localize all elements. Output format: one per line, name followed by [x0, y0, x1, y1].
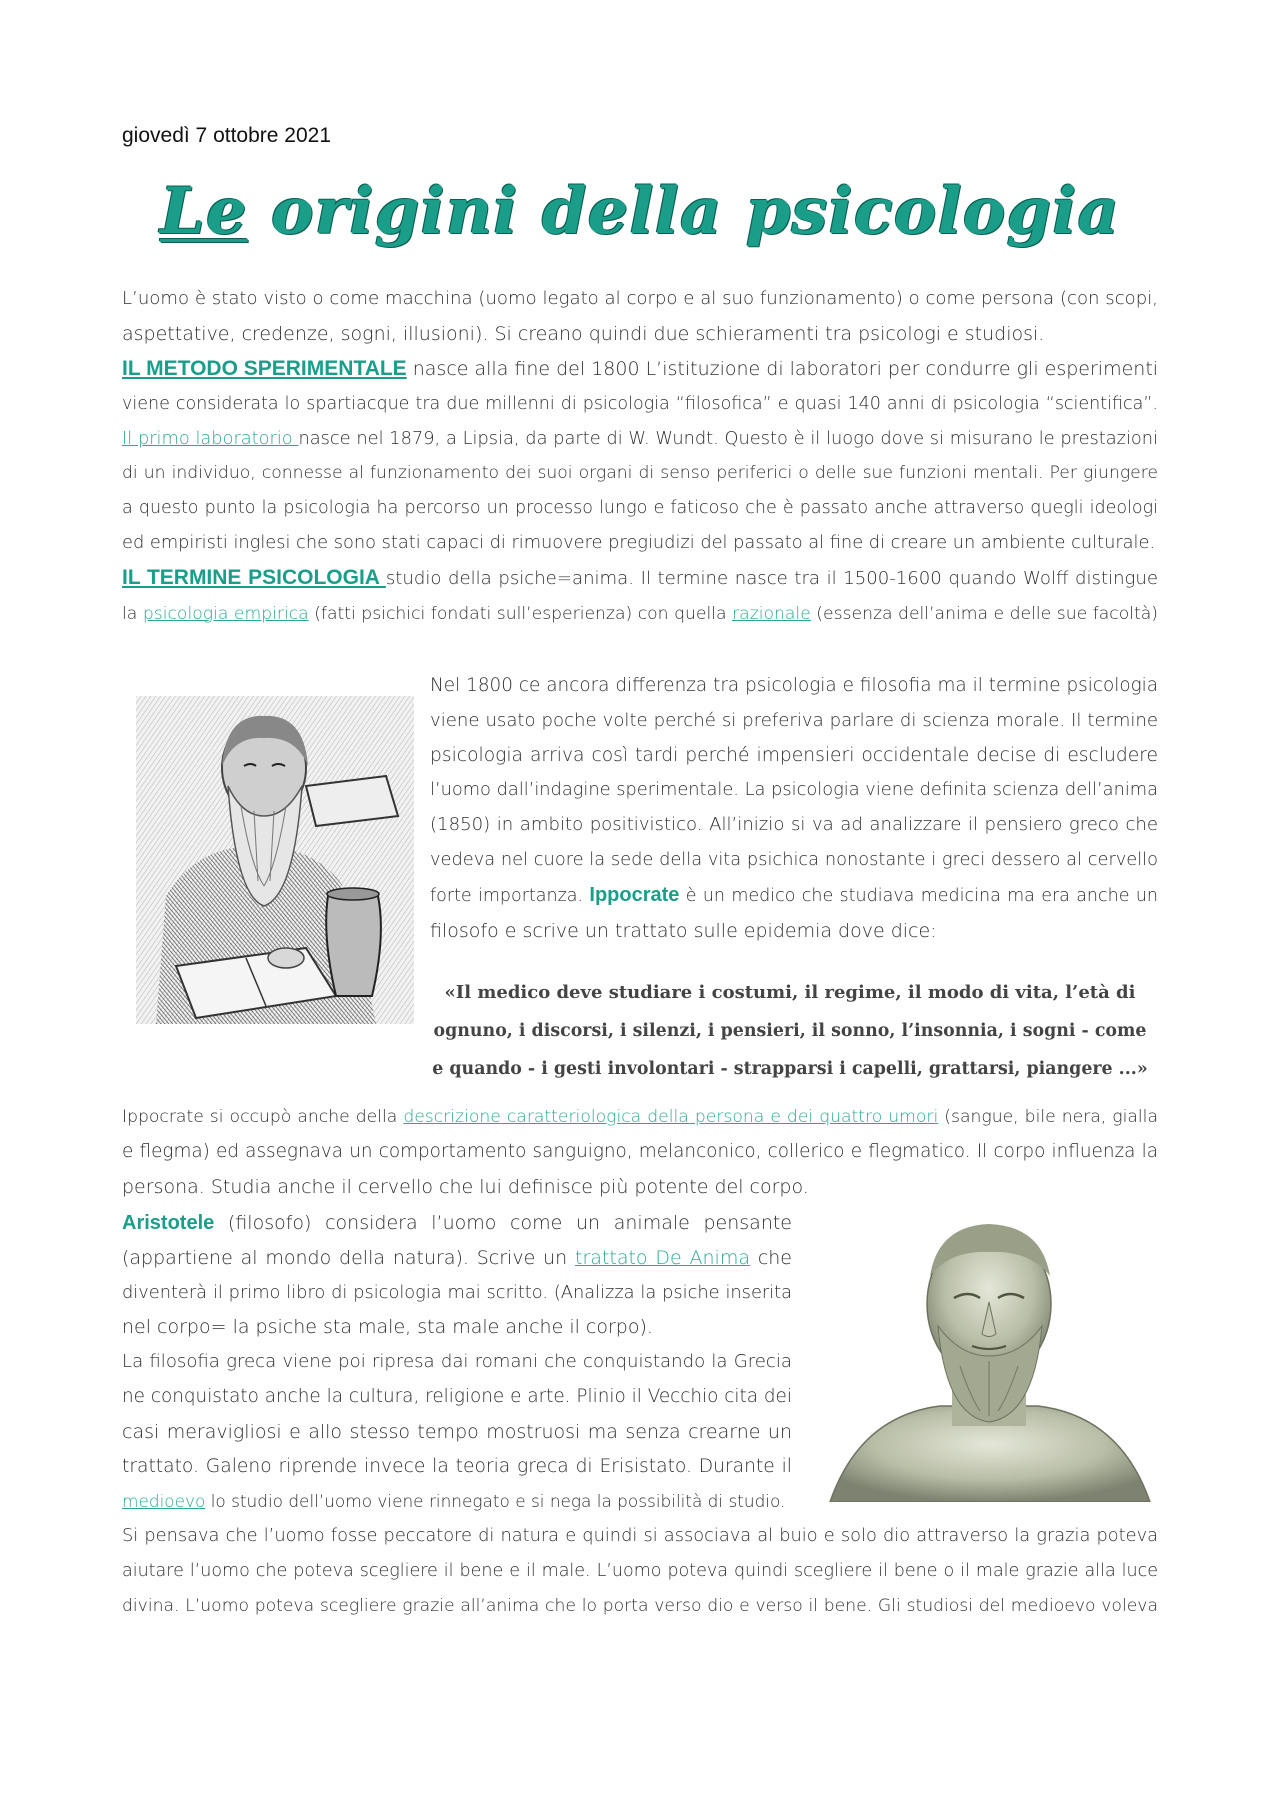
metodo-heading: IL METODO SPERIMENTALE — [122, 357, 407, 380]
date-line: giovedì 7 ottobre 2021 — [122, 124, 331, 147]
medioevo-line-text: lo studio dell’uomo viene rinnegato e si nega la possibilità di studio. — [205, 1491, 786, 1512]
quattro-umori-link[interactable]: descrizione caratteriologica della persona e dei quattro umori — [403, 1107, 939, 1127]
greca-line-3: casi meravigliosi e allo stesso tempo mostruosi ma senza crearne un — [122, 1420, 792, 1443]
metodo-paragraph — [122, 352, 1158, 561]
umori-line-1 — [122, 1100, 1158, 1135]
umori-line-2: e flegma) ed assegnava un comportamento sanguigno, melanconico, collerico e flegmatico. Il corpo influenza la — [122, 1140, 1158, 1162]
metodo-line-2: viene considerata lo spartiacque tra due millenni di psicologia “filosofica” e quasi 140 anni di psicologia “scientifica”. — [122, 393, 1158, 414]
termine-heading: IL TERMINE PSICOLOGIA — [122, 566, 386, 589]
metodo-line-6: ed empiristi inglesi che sono stati capaci di rimuovere pregiudizi del passato al fine di creare un ambiente culturale. — [122, 531, 1156, 553]
greca-line-2: ne conquistato anche la cultura, religione e arte. Plinio il Vecchio cita dei — [122, 1385, 792, 1407]
title-underlined-word: Le — [159, 174, 248, 249]
umori-line-1-b: (sangue, bile nera, gialla — [938, 1107, 1158, 1127]
ippocrate-line-2: filosofo e scrive un trattato sulle epidemia dove dice: — [430, 919, 937, 942]
metodo-line-1-text: nasce alla fine del 1800 L’istituzione di laboratori per condurre gli esperimenti — [406, 358, 1159, 380]
title-rest: origini della psicologia — [247, 174, 1121, 249]
termine-line-1 — [122, 561, 1158, 597]
nel1800-line-5: (1850) in ambito positivistico. All’inizio si va ad analizzare il pensiero greco che — [430, 814, 1158, 836]
termine-line-1-text: studio della psiche=anima. Il termine nasce tra il 1500-1600 quando Wolff distingue — [385, 568, 1158, 589]
termine-line-2-c: (essenza dell’anima e delle sue facoltà) — [810, 603, 1159, 624]
hippocrates-portrait-image — [136, 696, 414, 1024]
final-line-3: divina. L’uomo poteva scegliere grazie all’anima che lo porta verso dio e verso il bene. Gli studiosi del medioevo voleva — [122, 1595, 1158, 1616]
intro-line-2: aspettative, credenze, sogni, illusioni). Si creano quindi due schieramenti tra psicologi e studiosi. — [122, 322, 1045, 345]
termine-line-2 — [122, 597, 1158, 632]
intro-paragraph — [122, 282, 1158, 352]
psicologia-empirica-link[interactable]: psicologia empirica — [142, 603, 309, 624]
ippocrate-name: Ippocrate — [589, 883, 680, 906]
metodo-line-5: a questo punto la psicologia ha percorso un processo lungo e faticoso che è passato anche attraverso quegli ideologi — [122, 498, 1158, 519]
nel1800-paragraph — [430, 669, 1158, 948]
ippocrate-quote — [430, 974, 1150, 1088]
aristotele-name: Aristotele — [122, 1212, 215, 1234]
ippocrate-line-1-a: forte importanza. — [430, 885, 590, 906]
termine-line-2-b: (fatti psichici fondati sull’esperienza) con quella — [308, 603, 733, 624]
intro-line-1: L’uomo è stato visto o come macchina (uomo legato al corpo e al suo funzionamento) o come persona (con scopi, — [122, 288, 1158, 309]
de-anima-link[interactable]: trattato De Anima — [575, 1246, 750, 1269]
quote-line-3: e quando - i gesti involontari - strapparsi i capelli, grattarsi, piangere ...» — [432, 1059, 1148, 1079]
greca-line-4: trattato. Galeno riprende invece la teoria greca di Erisistato. Durante il — [122, 1455, 792, 1477]
aristotle-bust-image — [820, 1206, 1158, 1502]
aristotele-line-4: nel corpo= la psiche sta male, sta male anche il corpo). — [122, 1316, 653, 1339]
termine-line-2-a: la — [122, 603, 143, 624]
ippocrate-line-1 — [430, 878, 1158, 914]
metodo-line-1 — [122, 352, 1158, 387]
aristotele-line-3: diventerà il primo libro di psicologia mai scritto. (Analizza la psiche inserita — [122, 1281, 792, 1303]
aristotele-line-2 — [122, 1241, 792, 1276]
quote-line-1: «Il medico deve studiare i costumi, il regime, il modo di vita, l’età di — [444, 982, 1136, 1003]
metodo-line-3-text: nasce nel 1879, a Lipsia, da parte di W. Wundt. Questo è il luogo dove si misurano le prestazioni — [298, 427, 1158, 449]
termine-paragraph — [122, 561, 1158, 632]
nel1800-line-2: viene usato poche volte perché si preferiva parlare di scienza morale. Il termine — [430, 709, 1158, 731]
aristotele-paragraph — [122, 1206, 792, 1519]
metodo-line-4: di un individuo, connesse al funzionamento dei suoi organi di senso periferici o delle sue funzioni mentali. Per giungere — [122, 463, 1158, 484]
nel1800-line-4: l’uomo dall’indagine sperimentale. La psicologia viene definita scienza dell’anima — [430, 779, 1158, 801]
aristotele-line-1 — [122, 1206, 792, 1241]
aristotele-line-2-b: che — [749, 1246, 792, 1269]
nel1800-line-1: Nel 1800 ce ancora differenza tra psicologia e filosofia ma il termine psicologia — [430, 675, 1158, 696]
aristotele-line-1-text: (filosofo) considera l’uomo come un animale pensante — [214, 1212, 792, 1234]
nel1800-line-3: psicologia arriva così tardi perché impensieri occidentale decise di escludere — [430, 744, 1158, 766]
final-line-1: Si pensava che l’uomo fosse peccatore di natura e quindi si associava al buio e solo dio attraverso la grazia poteva — [122, 1525, 1158, 1546]
umori-line-3: persona. Studia anche il cervello che lui definisce più potente del corpo. — [122, 1175, 809, 1198]
medioevo-link[interactable]: medioevo — [122, 1491, 206, 1512]
primo-laboratorio-link[interactable]: Il primo laboratorio — [122, 427, 299, 449]
ippocrate-line-1-b: è un medico che studiava medicina ma era anche un — [679, 885, 1159, 906]
greca-line-1: La filosofia greca viene poi ripresa dai romani che conquistando la Grecia — [122, 1351, 792, 1373]
page-title — [0, 174, 1280, 249]
medioevo-line — [122, 1484, 792, 1519]
final-paragraph — [122, 1519, 1158, 1623]
umori-line-1-a: Ippocrate si occupò anche della — [122, 1107, 404, 1127]
umori-paragraph — [122, 1100, 1158, 1204]
razionale-link[interactable]: razionale — [732, 603, 811, 624]
aristotele-line-2-a: (appartiene al mondo della natura). Scrive un — [122, 1246, 576, 1269]
quote-line-2: ognuno, i discorsi, i silenzi, i pensieri, il sonno, l’insonnia, i sogni - come — [433, 1021, 1147, 1041]
metodo-line-3 — [122, 422, 1158, 457]
nel1800-line-6: vedeva nel cuore la sede della vita psichica nonostante i greci dessero al cervello — [430, 848, 1158, 870]
final-line-2: aiutare l’uomo che poteva scegliere il bene e il male. L’uomo poteva quindi scegliere il bene o il male grazie alla luce — [122, 1560, 1158, 1581]
